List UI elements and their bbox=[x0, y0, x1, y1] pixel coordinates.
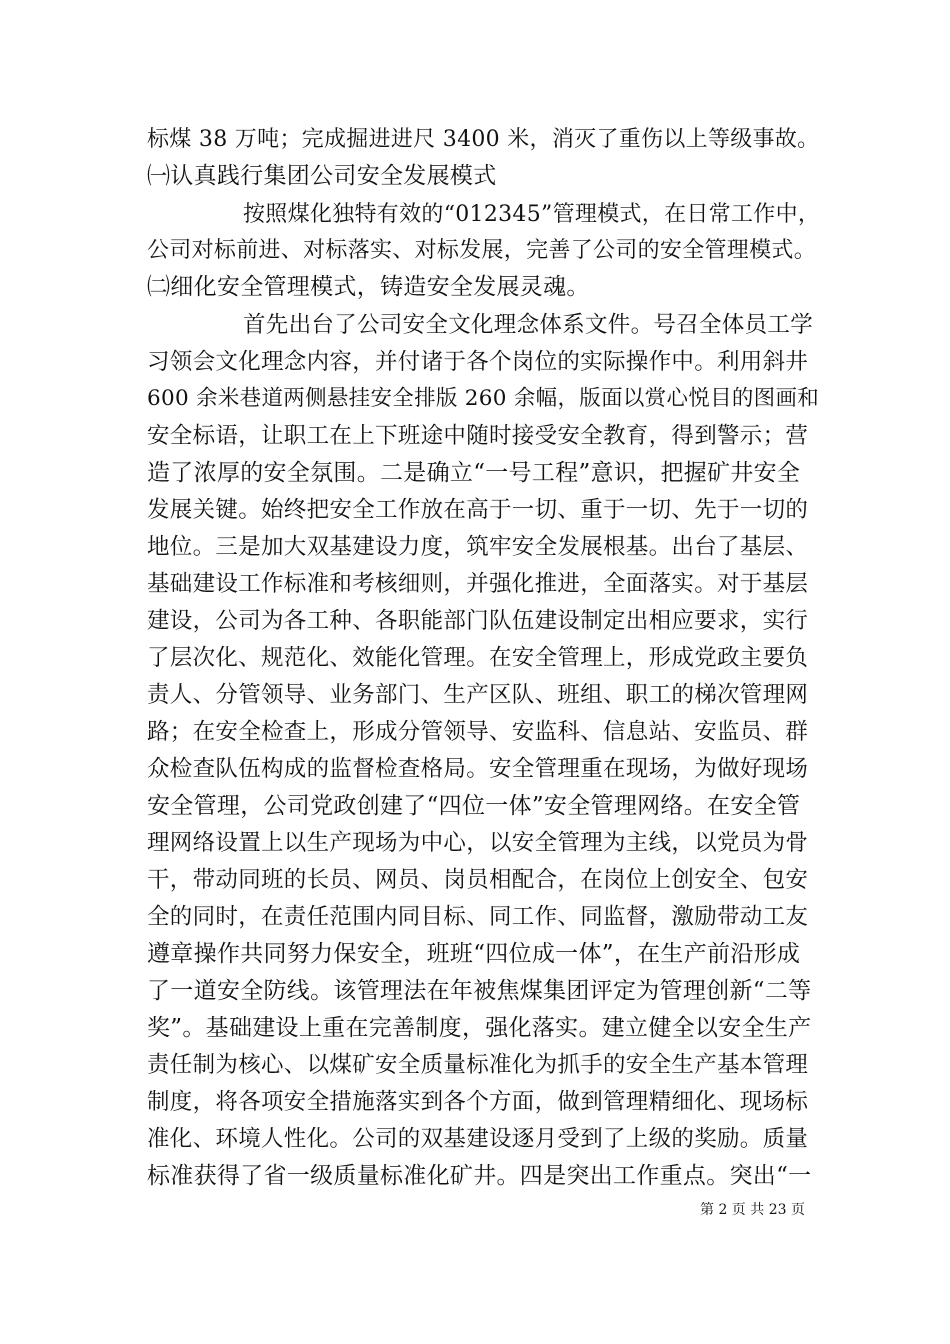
page-number-footer: 第 2 页 共 23 页 bbox=[700, 1202, 805, 1218]
body-text-line: 安全管理，公司党政创建了“四位一体”安全管理网络。在安全管 bbox=[147, 793, 801, 819]
body-text-line: 发展关键。始终把安全工作放在高于一切、重于一切、先于一切的 bbox=[147, 497, 809, 523]
section-heading-2: ㈡细化安全管理模式，铸造安全发展灵魂。 bbox=[147, 274, 590, 300]
body-text-line: 公司对标前进、对标落实、对标发展，完善了公司的安全管理模式。 bbox=[147, 238, 817, 263]
body-text-line: 遵章操作共同努力保安全，班班“四位成一体”，在生产前沿形成 bbox=[147, 941, 801, 967]
body-text-line: 习领会文化理念内容，并付诸于各个岗位的实际操作中。利用斜井 bbox=[147, 349, 809, 375]
body-text-line: 责人、分管领导、业务部门、生产区队、班组、职工的梯次管理网 bbox=[147, 682, 809, 708]
body-text-line: 责任制为核心、以煤矿安全质量标准化为抓手的安全生产基本管理 bbox=[147, 1052, 809, 1078]
body-text-line: 理网络设置上以生产现场为中心，以安全管理为主线，以党员为骨 bbox=[147, 830, 809, 856]
body-text-line: 安全标语，让职工在上下班途中随时接受安全教育，得到警示；营 bbox=[147, 423, 809, 449]
body-text-line: 首先出台了公司安全文化理念体系文件。号召全体员工学 bbox=[243, 312, 814, 338]
body-text-line: 奖”。基础建设上重在完善制度，强化落实。建立健全以安全生产 bbox=[147, 1015, 812, 1041]
body-text-line: 建设，公司为各工种、各职能部门队伍建设制定出相应要求，实行 bbox=[147, 608, 809, 634]
body-text-line: 按照煤化独特有效的“012345”管理模式，在日常工作中， bbox=[243, 202, 821, 227]
body-text-line: 地位。三是加大双基建设力度，筑牢安全发展根基。出台了基层、 bbox=[147, 534, 809, 560]
body-text-line: 造了浓厚的安全氛围。二是确立“一号工程”意识，把握矿井安全 bbox=[147, 460, 801, 486]
body-text-line: 路；在安全检查上，形成分管领导、安监科、信息站、安监员、群 bbox=[147, 719, 809, 745]
body-text-line: 基础建设工作标准和考核细则，并强化推进，全面落实。对于基层 bbox=[147, 571, 809, 597]
body-text-line: 准化、环境人性化。公司的双基建设逐月受到了上级的奖励。质量 bbox=[147, 1126, 809, 1152]
body-text-line: 干，带动同班的长员、网员、岗员相配合，在岗位上创安全、包安 bbox=[147, 867, 809, 893]
body-text-line: 了层次化、规范化、效能化管理。在安全管理上，形成党政主要负 bbox=[147, 645, 809, 671]
body-text-line: 600 余米巷道两侧悬挂安全排版 260 余幅，版面以赏心悦目的图画和 bbox=[147, 386, 820, 411]
body-text-line: 全的同时，在责任范围内同目标、同工作、同监督，激励带动工友 bbox=[147, 904, 809, 930]
body-text-line: 标准获得了省一级质量标准化矿井。四是突出工作重点。突出“一 bbox=[147, 1163, 812, 1189]
body-text-line: 了一道安全防线。该管理法在年被焦煤集团评定为管理创新“二等 bbox=[147, 978, 812, 1004]
body-text-line: 标煤 38 万吨；完成掘进进尺 3400 米，消灭了重伤以上等级事故。 bbox=[147, 127, 820, 152]
section-heading-1: ㈠认真践行集团公司安全发展模式 bbox=[147, 163, 497, 189]
body-text-line: 制度，将各项安全措施落实到各个方面，做到管理精细化、现场标 bbox=[147, 1089, 809, 1115]
body-text-line: 众检查队伍构成的监督检查格局。安全管理重在现场，为做好现场 bbox=[147, 756, 809, 782]
